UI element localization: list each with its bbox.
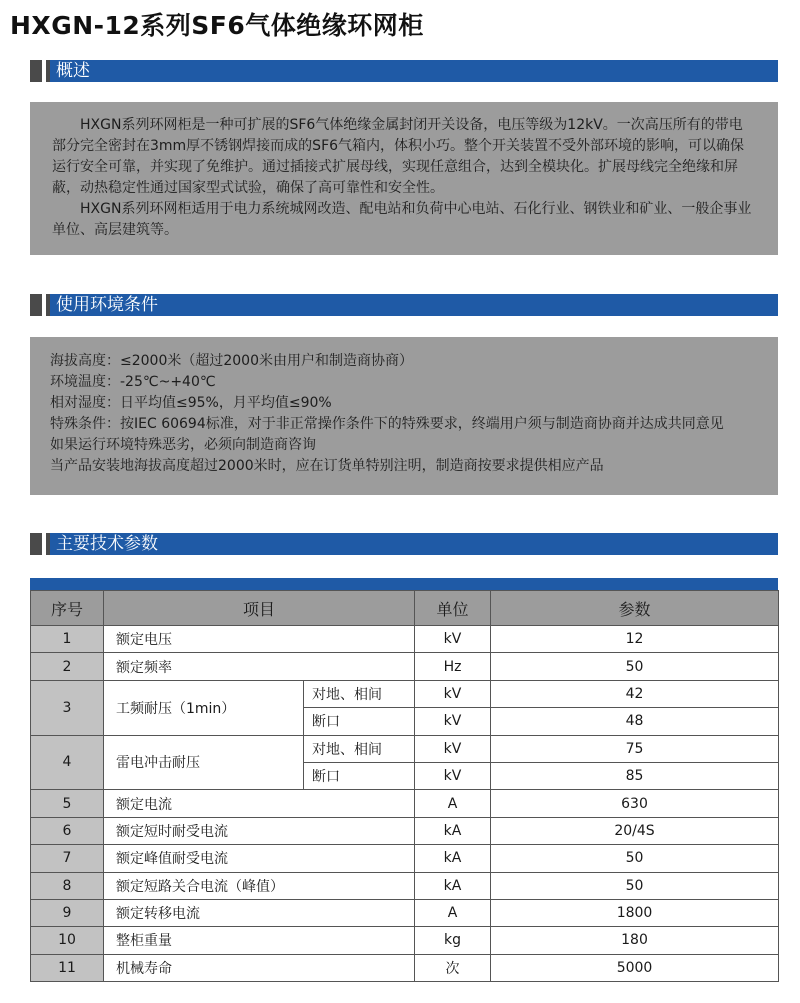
table-top-border [30, 578, 778, 590]
row-number: 3 [31, 680, 104, 735]
column-header-unit: 单位 [415, 591, 491, 626]
column-header-no: 序号 [31, 591, 104, 626]
header-marker [30, 294, 42, 316]
row-number: 1 [31, 626, 104, 653]
overview-paragraph: HXGN系列环网柜是一种可扩展的SF6气体绝缘金属封闭开关设备，电压等级为12kV。一次高压所有的带电部分完全密封在3mm厚不锈钢焊接而成的SF6气箱内，体积小巧。整个开关装置不受外部环境的影响，可以确保运行安全可靠，并实现了免维护。通过插接式扩展母线，实现任意组合，达到全模块化。扩展母线完全绝缘和屏蔽，动热稳定性通过国家型式试验，确保了高可靠性和安全性。 [52, 117, 745, 196]
row-value: 48 [491, 708, 779, 735]
row-unit: 次 [415, 954, 491, 981]
section-header-overview [30, 60, 778, 82]
row-number: 5 [31, 790, 104, 817]
row-number: 11 [31, 954, 104, 981]
row-item: 额定短时耐受电流 [104, 817, 415, 844]
section-header-specs [30, 533, 778, 555]
row-value: 1800 [491, 899, 779, 926]
row-unit: kV [415, 626, 491, 653]
section-title-overview: 概述 [56, 61, 90, 81]
table-row [31, 899, 779, 926]
row-value: 180 [491, 927, 779, 954]
header-marker [30, 60, 42, 82]
row-sub-item: 断口 [304, 762, 415, 789]
row-unit: kV [415, 762, 491, 789]
table-row [31, 872, 779, 899]
row-number: 7 [31, 845, 104, 872]
row-value: 5000 [491, 954, 779, 981]
row-value: 630 [491, 790, 779, 817]
table-row [31, 817, 779, 844]
header-marker [46, 60, 50, 82]
row-unit: kV [415, 735, 491, 762]
section-title-environment: 使用环境条件 [56, 295, 158, 315]
table-row [31, 653, 779, 680]
row-value: 50 [491, 872, 779, 899]
row-value: 50 [491, 653, 779, 680]
overview-box [30, 102, 778, 255]
table-row [31, 845, 779, 872]
row-value: 42 [491, 680, 779, 707]
spec-table [30, 590, 779, 982]
section-header-environment [30, 294, 778, 316]
row-unit: Hz [415, 653, 491, 680]
row-value: 75 [491, 735, 779, 762]
row-item: 工频耐压（1min） [104, 680, 304, 735]
table-row [31, 680, 779, 707]
environment-box [30, 337, 778, 495]
row-item: 额定转移电流 [104, 899, 415, 926]
row-unit: A [415, 790, 491, 817]
header-marker [46, 294, 50, 316]
row-item: 额定频率 [104, 653, 415, 680]
table-row [31, 927, 779, 954]
row-value: 20/4S [491, 817, 779, 844]
row-item: 额定电压 [104, 626, 415, 653]
header-marker [46, 533, 50, 555]
row-value: 12 [491, 626, 779, 653]
row-sub-item: 断口 [304, 708, 415, 735]
row-number: 2 [31, 653, 104, 680]
row-number: 10 [31, 927, 104, 954]
row-number: 8 [31, 872, 104, 899]
environment-line: 当产品安装地海拔高度超过2000米时，应在订货单特别注明，制造商按要求提供相应产品 [50, 458, 604, 474]
row-item: 整柜重量 [104, 927, 415, 954]
row-item: 机械寿命 [104, 954, 415, 981]
row-unit: A [415, 899, 491, 926]
table-row [31, 790, 779, 817]
environment-line: 特殊条件：按IEC 60694标准，对于非正常操作条件下的特殊要求，终端用户须与制造商协商并达成共同意见 [50, 416, 724, 432]
row-value: 50 [491, 845, 779, 872]
row-item: 额定电流 [104, 790, 415, 817]
header-marker [30, 533, 42, 555]
row-unit: kA [415, 845, 491, 872]
row-item: 额定短路关合电流（峰值） [104, 872, 415, 899]
row-sub-item: 对地、相间 [304, 680, 415, 707]
row-number: 4 [31, 735, 104, 790]
row-unit: kg [415, 927, 491, 954]
section-title-specs: 主要技术参数 [56, 534, 158, 554]
table-row [31, 735, 779, 762]
row-unit: kV [415, 680, 491, 707]
environment-line: 如果运行环境特殊恶劣，必须向制造商咨询 [50, 437, 316, 453]
row-item: 雷电冲击耐压 [104, 735, 304, 790]
row-sub-item: 对地、相间 [304, 735, 415, 762]
row-value: 85 [491, 762, 779, 789]
page-title: HXGN-12系列SF6气体绝缘环网柜 [10, 11, 424, 40]
column-header-value: 参数 [491, 591, 779, 626]
row-unit: kA [415, 872, 491, 899]
column-header-item: 项目 [104, 591, 415, 626]
environment-line: 海拔高度：≤2000米（超过2000米由用户和制造商协商） [50, 353, 413, 369]
environment-line: 环境温度：-25℃~+40℃ [50, 374, 216, 390]
overview-paragraph: HXGN系列环网柜适用于电力系统城网改造、配电站和负荷中心电站、石化行业、钢铁业和矿业、一般企事业单位、高层建筑等。 [52, 201, 752, 238]
row-item: 额定峰值耐受电流 [104, 845, 415, 872]
row-number: 6 [31, 817, 104, 844]
row-unit: kV [415, 708, 491, 735]
table-row [31, 954, 779, 981]
row-unit: kA [415, 817, 491, 844]
table-row [31, 626, 779, 653]
table-header-row [31, 591, 779, 626]
environment-line: 相对湿度：日平均值≤95%，月平均值≤90% [50, 395, 332, 411]
row-number: 9 [31, 899, 104, 926]
